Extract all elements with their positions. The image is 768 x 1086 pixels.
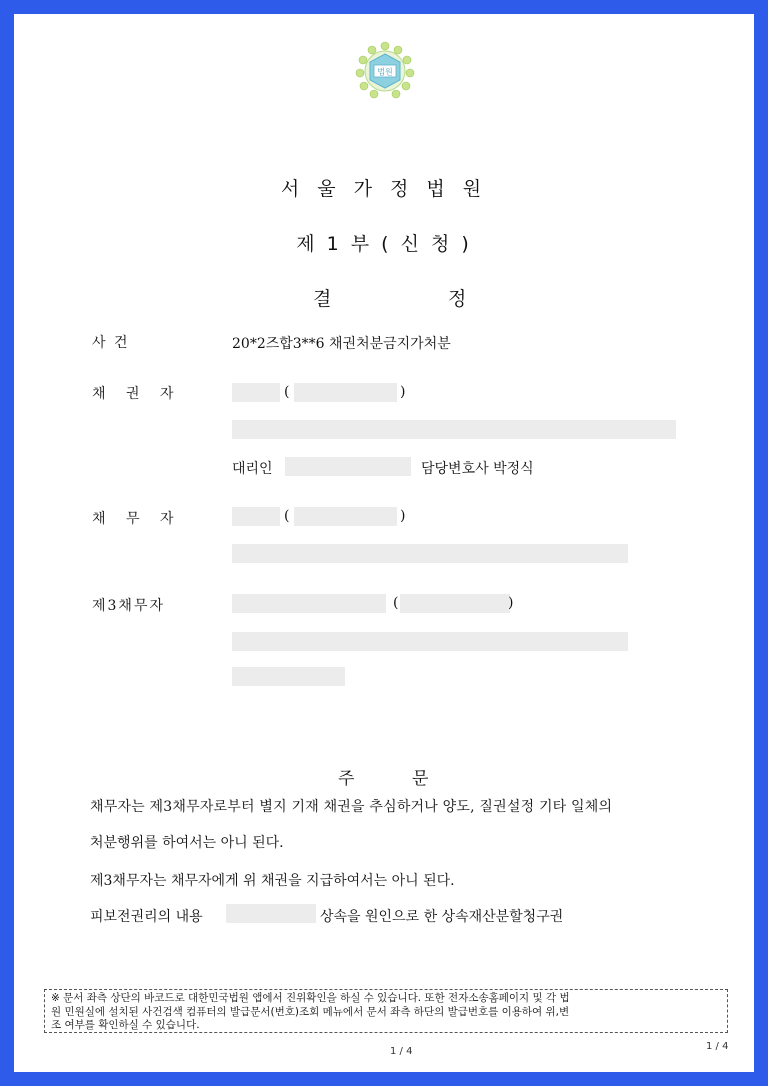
debtor-label: 채 무 자: [92, 511, 182, 527]
notice-line-2: 원 민원실에 설치된 사건검색 컴퓨터의 발급문서(번호)조회 메뉴에서 문서 좌측 하단의 발급번호를 이용하여 위,변: [51, 1005, 570, 1018]
document-page: [14, 14, 754, 1072]
case-label: 사 건: [92, 335, 130, 351]
third-debtor-label: 제3채무자: [92, 598, 166, 614]
order-line-3: 제3채무자는 채무자에게 위 채권을 지급하여서는 아니 된다.: [90, 873, 455, 889]
redacted-law-firm: [285, 457, 411, 476]
creditor-attorney: 담당변호사 박정식: [421, 461, 534, 477]
verification-notice: [44, 989, 728, 1033]
division-name: 제 1 부 ( 신 청 ): [296, 233, 472, 255]
notice-line-3: 조 여부를 확인하실 수 있습니다.: [51, 1019, 200, 1031]
page-number-right: 1 / 4: [706, 1041, 729, 1052]
order-title-right: 문: [412, 769, 429, 789]
redacted-third-debtor-name: [232, 594, 386, 613]
doc-title-left: 결: [313, 288, 332, 310]
redacted-debtor-name: [232, 507, 280, 526]
redacted-protected-right: [226, 904, 316, 923]
redacted-third-debtor-id: [400, 594, 510, 613]
creditor-label: 채 권 자: [92, 386, 182, 402]
creditor-agent-prefix: 대리인: [232, 461, 273, 477]
paren-open: (: [284, 508, 290, 524]
page-number-center: 1 / 4: [390, 1046, 413, 1057]
emblem-text: 법원: [377, 67, 393, 77]
paren-open: (: [393, 595, 399, 611]
paren-close: ): [400, 384, 406, 400]
paren-close: ): [400, 508, 406, 524]
order-line-1: 채무자는 제3채무자로부터 별지 기재 채권을 추심하거나 양도, 질권설정 기타 일체의: [90, 799, 613, 815]
order-title-left: 주: [338, 769, 355, 789]
redacted-creditor-id: [294, 383, 397, 402]
protected-right-content: 상속을 원인으로 한 상속재산분할청구권: [320, 909, 564, 925]
doc-title-right: 정: [448, 288, 467, 310]
case-value: 20*2즈합3**6 채권처분금지가처분: [232, 336, 451, 352]
court-name: 서 울 가 정 법 원: [280, 178, 488, 200]
order-line-2: 처분행위를 하여서는 아니 된다.: [90, 835, 284, 851]
protected-right-label: 피보전권리의 내용: [90, 909, 203, 925]
redacted-creditor-name: [232, 383, 280, 402]
paren-close: ): [508, 595, 514, 611]
redacted-third-debtor-extra: [232, 667, 345, 686]
redacted-creditor-address: [232, 420, 676, 439]
redacted-debtor-id: [294, 507, 397, 526]
redacted-debtor-address: [232, 544, 628, 563]
court-emblem-icon: [354, 40, 416, 102]
notice-line-1: ※ 문서 좌측 상단의 바코드로 대한민국법원 앱에서 진위확인을 하실 수 있습니다. 또한 전자소송홈페이지 및 각 법: [51, 992, 570, 1004]
paren-open: (: [284, 384, 290, 400]
redacted-third-debtor-address: [232, 632, 628, 651]
